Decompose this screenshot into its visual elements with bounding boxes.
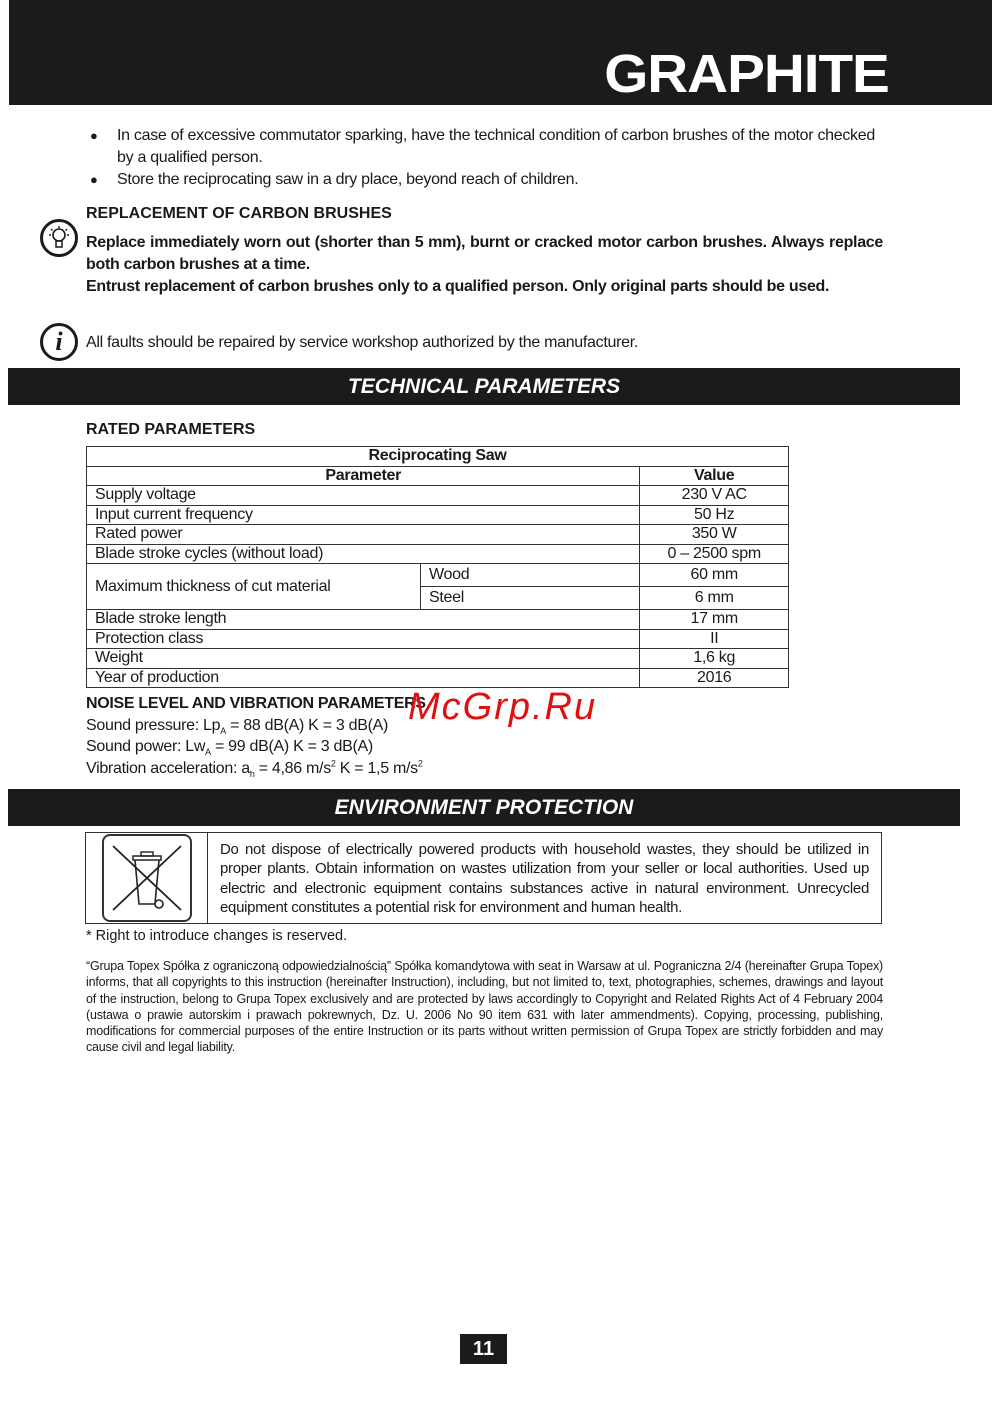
info-icon: i <box>40 323 78 361</box>
param-cell: Maximum thickness of cut material <box>87 564 421 610</box>
param-cell: Protection class <box>87 629 640 649</box>
maintenance-bullets <box>85 125 885 191</box>
reserved-note: * Right to introduce changes is reserved. <box>86 928 348 944</box>
param-cell: Year of production <box>87 668 640 688</box>
table-row <box>87 486 789 506</box>
param-cell: Blade stroke length <box>87 610 640 630</box>
graphite-logo: GRAPHITE <box>604 44 889 104</box>
table-row <box>87 505 789 525</box>
table-row <box>87 629 789 649</box>
brushes-paragraph-2: Entrust replacement of carbon brushes only to a qualified person. Only original parts should be used. <box>86 278 830 295</box>
bullet-item: ● In case of excessive commutator sparking, have the technical condition of carbon brushes of the motor checked by a qualified person. <box>85 125 885 169</box>
table-row <box>87 525 789 545</box>
rated-parameters-heading: RATED PARAMETERS <box>86 421 256 438</box>
watermark: McGrp.Ru <box>408 686 598 728</box>
value-cell: II <box>640 629 789 649</box>
noise-heading: NOISE LEVEL AND VIBRATION PARAMETERS <box>86 695 426 712</box>
column-header-value: Value <box>640 466 789 486</box>
technical-parameters-bar: TECHNICAL PARAMETERS <box>8 368 960 405</box>
value-cell: 60 mm <box>640 564 789 587</box>
table-row <box>87 649 789 669</box>
page-number: 11 <box>460 1334 507 1364</box>
noise-section <box>86 693 426 779</box>
brushes-paragraph-1: Replace immediately worn out (shorter than 5 mm), burnt or cracked motor carbon brushes. Always replace both carbon brushes at a time. <box>86 234 883 273</box>
table-row <box>87 668 789 688</box>
param-cell: Input current frequency <box>87 505 640 525</box>
table-row <box>87 564 789 587</box>
value-cell: 1,6 kg <box>640 649 789 669</box>
param-cell: Weight <box>87 649 640 669</box>
value-cell: 350 W <box>640 525 789 545</box>
parameters-table <box>86 446 789 688</box>
subparam-cell: Steel <box>421 587 640 610</box>
environment-protection-bar: ENVIRONMENT PROTECTION <box>8 789 960 826</box>
param-cell: Rated power <box>87 525 640 545</box>
value-cell: 2016 <box>640 668 789 688</box>
header-bar <box>9 0 992 105</box>
table-row <box>87 544 789 564</box>
copyright-notice: “Grupa Topex Spółka z ograniczoną odpowiedzialnością” Spółka komandytowa with seat in Warsaw at ul. Pograniczna 2/4 (hereinafter Grupa Topex) informs, that all copyrights to this instruction (hereinafter Instruction), including, but not limited to, text, photographies, schemes, drawings and layout of the instruction, belong to Grupa Topex exclusively and are protected by laws accordingly to Copyright and Related Rights Act of 4 February 2004 (ustawa o prawie autorskim i prawach pokrewnych, Dz. U. 2006 No 90 item 631 with later ammendments). Copying, processing, publishing, modifications for commercial purposes of the entire Instruction or its parts without written permission of Grupa Topex are strictly forbidden and may cause civil and legal liability. <box>86 959 883 1055</box>
value-cell: 50 Hz <box>640 505 789 525</box>
sound-power: Sound power: $Lw_A = 99$ dB(A) K = 3 dB(A) <box>86 738 373 758</box>
table-title: Reciprocating Saw <box>87 447 789 467</box>
environment-text: Do not dispose of electrically powered products with household wastes, they should be utilized in proper plants. Obtain information on wastes utilization from your seller or local authorities. Used up electric and electronic equipment contains substances active in natural environment. Unrecycled equipment constitutes a potential risk for environment and human health. <box>220 841 869 916</box>
value-cell: 0 – 2500 spm <box>640 544 789 564</box>
value-cell: 6 mm <box>640 587 789 610</box>
value-cell: 230 V AC <box>640 486 789 506</box>
bullet-item: ● Store the reciprocating saw in a dry place, beyond reach of children. <box>85 169 885 191</box>
column-header-parameter: Parameter <box>87 466 640 486</box>
environment-box <box>85 832 882 924</box>
vibration-acceleration: Vibration acceleration: $a_h = 4,86$ $m/s^2$ K = 1,5 $m/s^2$ <box>86 758 423 779</box>
param-cell: Blade stroke cycles (without load) <box>87 544 640 564</box>
crossed-bin-icon <box>102 834 192 922</box>
sound-pressure: Sound pressure: $Lp_A = 88$ dB(A) K = 3 dB(A) <box>86 716 389 736</box>
param-cell: Supply voltage <box>87 486 640 506</box>
value-cell: 17 mm <box>640 610 789 630</box>
info-text: All faults should be repaired by service workshop authorized by the manufacturer. <box>86 334 639 351</box>
subparam-cell: Wood <box>421 564 640 587</box>
table-row <box>87 610 789 630</box>
brushes-heading: REPLACEMENT OF CARBON BRUSHES <box>86 205 392 222</box>
lightbulb-icon <box>40 219 78 257</box>
